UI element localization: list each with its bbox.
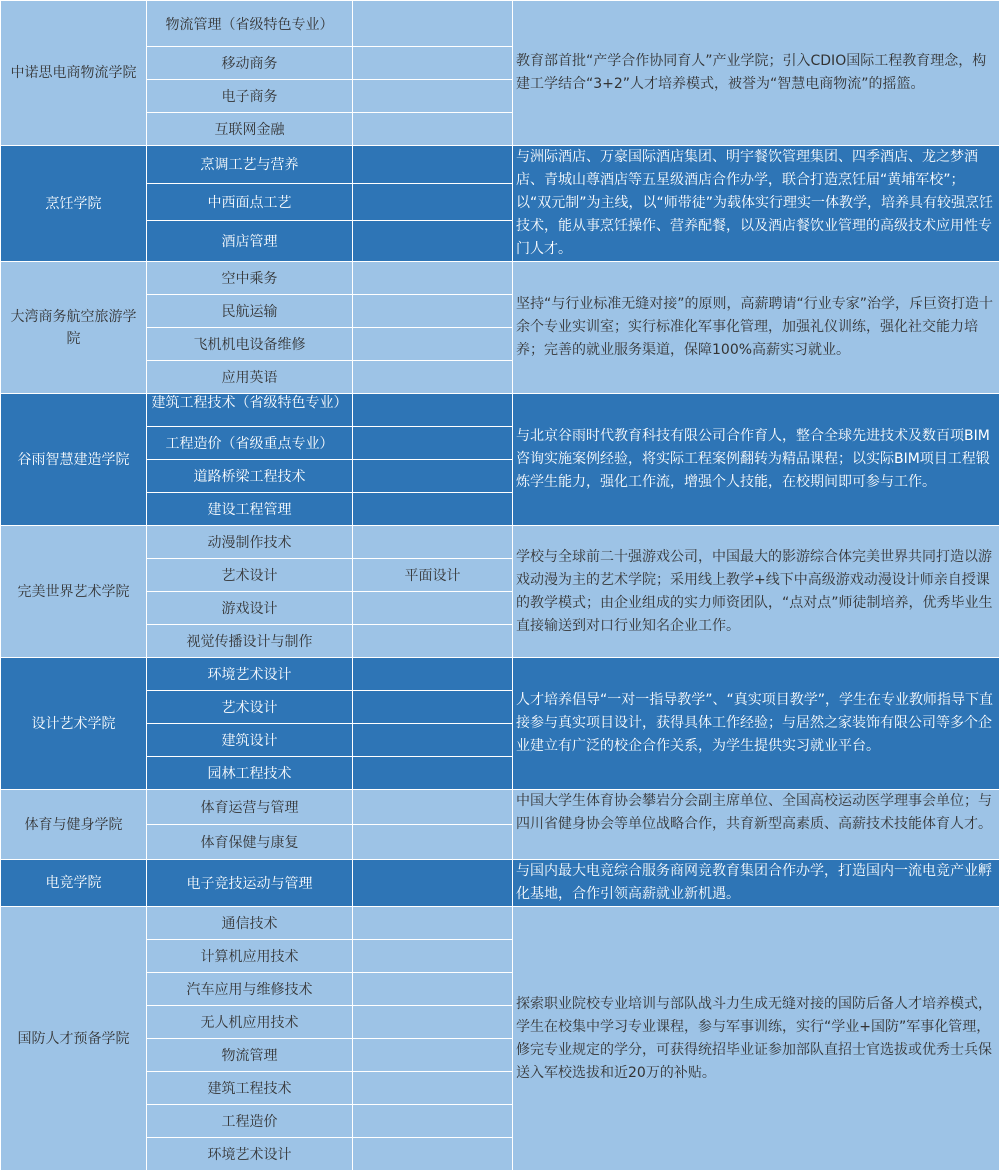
extra-cell — [353, 113, 513, 146]
extra-cell — [353, 526, 513, 559]
extra-cell — [353, 1072, 513, 1105]
extra-cell — [353, 940, 513, 973]
extra-cell — [353, 973, 513, 1006]
table-row — [1, 658, 999, 691]
major-cell: 视觉传播设计与制作 — [147, 625, 353, 658]
major-cell: 建设工程管理 — [147, 493, 353, 526]
major-cell: 飞机机电设备维修 — [147, 328, 353, 361]
extra-cell — [353, 825, 513, 860]
major-cell: 无人机应用技术 — [147, 1006, 353, 1039]
table-row — [1, 907, 999, 940]
college-name: 烹饪学院 — [1, 146, 147, 262]
table-row — [1, 146, 999, 184]
extra-cell — [353, 460, 513, 493]
college-description: 与北京谷雨时代教育科技有限公司合作育人，整合全球先进技术及数百项BIM咨询实施案例经验，将实际工程案例翻转为精品课程；以实际BIM项目工程锻炼学生能力，强化工作流，增强个人技能，在校期间即可参与工作。 — [513, 394, 999, 526]
extra-cell — [353, 625, 513, 658]
extra-cell — [353, 1006, 513, 1039]
extra-cell — [353, 1, 513, 47]
major-cell: 游戏设计 — [147, 592, 353, 625]
college-name: 设计艺术学院 — [1, 658, 147, 790]
major-cell: 应用英语 — [147, 361, 353, 394]
major-cell: 通信技术 — [147, 907, 353, 940]
major-cell: 体育运营与管理 — [147, 790, 353, 825]
college-description: 坚持“与行业标准无缝对接”的原则，高薪聘请“行业专家”治学，斥巨资打造十余个专业实训室；实行标准化军事化管理，加强礼仪训练，强化社交能力培养；完善的就业服务渠道，保障100%高薪实习就业。 — [513, 262, 999, 394]
major-cell: 工程造价（省级重点专业） — [147, 427, 353, 460]
major-cell: 移动商务 — [147, 47, 353, 80]
major-cell: 物流管理 — [147, 1039, 353, 1072]
extra-cell — [353, 860, 513, 907]
major-cell: 物流管理（省级特色专业） — [147, 1, 353, 47]
major-cell: 中西面点工艺 — [147, 183, 353, 221]
major-cell: 环境艺术设计 — [147, 658, 353, 691]
major-cell: 园林工程技术 — [147, 757, 353, 790]
extra-cell — [353, 295, 513, 328]
extra-cell — [353, 493, 513, 526]
table-row — [1, 790, 999, 825]
extra-cell: 平面设计 — [353, 559, 513, 592]
college-description: 人才培养倡导“一对一指导教学”、“真实项目教学”，学生在专业教师指导下直接参与真实项目设计，获得具体工作经验；与居然之家装饰有限公司等多个企业建立有广泛的校企合作关系，为学生提供实习就业平台。 — [513, 658, 999, 790]
table-row — [1, 526, 999, 559]
college-name: 体育与健身学院 — [1, 790, 147, 860]
extra-cell — [353, 724, 513, 757]
extra-cell — [353, 183, 513, 221]
college-name: 国防人才预备学院 — [1, 907, 147, 1171]
major-cell — [147, 394, 353, 427]
major-cell: 工程造价 — [147, 1105, 353, 1138]
college-name: 中诺思电商物流学院 — [1, 1, 147, 146]
major-cell: 环境艺术设计 — [147, 1138, 353, 1171]
major-cell: 民航运输 — [147, 295, 353, 328]
table-row — [1, 1, 999, 47]
table-row — [1, 394, 999, 427]
extra-cell — [353, 221, 513, 262]
extra-cell — [353, 592, 513, 625]
major-cell: 电子商务 — [147, 80, 353, 113]
extra-cell — [353, 262, 513, 295]
extra-cell — [353, 146, 513, 184]
major-cell: 体育保健与康复 — [147, 825, 353, 860]
extra-cell — [353, 1105, 513, 1138]
major-cell: 艺术设计 — [147, 691, 353, 724]
major-cell: 建筑工程技术 — [147, 1072, 353, 1105]
college-name: 完美世界艺术学院 — [1, 526, 147, 658]
extra-cell — [353, 361, 513, 394]
major-cell: 互联网金融 — [147, 113, 353, 146]
major-cell: 酒店管理 — [147, 221, 353, 262]
major-cell-text: 建筑工程技术（省级特色专业） — [147, 394, 352, 426]
major-cell: 汽车应用与维修技术 — [147, 973, 353, 1006]
extra-cell — [353, 394, 513, 427]
college-name: 电竞学院 — [1, 860, 147, 907]
major-cell: 建筑设计 — [147, 724, 353, 757]
extra-cell — [353, 691, 513, 724]
college-description: 学校与全球前二十强游戏公司，中国最大的影游综合体完美世界共同打造以游戏动漫为主的艺术学院；采用线上教学+线下中高级游戏动漫设计师亲自授课的教学模式；由企业组成的实力师资团队，“点对点”师徒制培养，优秀毕业生直接输送到对口行业知名企业工作。 — [513, 526, 999, 658]
table-row — [1, 860, 999, 907]
major-cell: 空中乘务 — [147, 262, 353, 295]
college-name: 大湾商务航空旅游学院 — [1, 262, 147, 394]
college-description: 中国大学生体育协会攀岩分会副主席单位、全国高校运动医学理事会单位；与四川省健身协会等单位战略合作，共育新型高素质、高薪技术技能体育人才。 — [513, 790, 999, 860]
college-description: 教育部首批“产学合作协同育人”产业学院；引入CDIO国际工程教育理念，构建工学结合“3+2”人才培养模式，被誉为“智慧电商物流”的摇篮。 — [513, 1, 999, 146]
extra-cell — [353, 80, 513, 113]
major-cell: 道路桥梁工程技术 — [147, 460, 353, 493]
extra-cell — [353, 1138, 513, 1171]
extra-cell — [353, 790, 513, 825]
college-name: 谷雨智慧建造学院 — [1, 394, 147, 526]
extra-cell — [353, 907, 513, 940]
college-description: 与洲际酒店、万豪国际酒店集团、明宇餐饮管理集团、四季酒店、龙之梦酒店、青城山尊酒店等五星级酒店合作办学，联合打造烹饪届“黄埔军校”；以“双元制”为主线，以“师带徒”为载体实行理实一体教学，培养具有较强烹饪技术，能从事烹饪操作、营养配餐，以及酒店餐饮业管理的高级技术应用性专门人才。 — [513, 146, 999, 262]
extra-cell — [353, 1039, 513, 1072]
major-cell: 计算机应用技术 — [147, 940, 353, 973]
extra-cell — [353, 328, 513, 361]
major-cell: 电子竞技运动与管理 — [147, 860, 353, 907]
college-description: 探索职业院校专业培训与部队战斗力生成无缝对接的国防后备人才培养模式，学生在校集中学习专业课程，参与军事训练，实行“学业+国防”军事化管理，修完专业规定的学分，可获得统招毕业证参加部队直招士官选拔或优秀士兵保送入军校选拔和近20万的补贴。 — [513, 907, 999, 1171]
extra-cell — [353, 427, 513, 460]
extra-cell — [353, 47, 513, 80]
college-description: 与国内最大电竞综合服务商网竞教育集团合作办学，打造国内一流电竞产业孵化基地，合作引领高薪就业新机遇。 — [513, 860, 999, 907]
table-row — [1, 262, 999, 295]
major-cell: 烹调工艺与营养 — [147, 146, 353, 184]
extra-cell — [353, 658, 513, 691]
extra-cell — [353, 757, 513, 790]
major-cell: 动漫制作技术 — [147, 526, 353, 559]
major-cell: 艺术设计 — [147, 559, 353, 592]
